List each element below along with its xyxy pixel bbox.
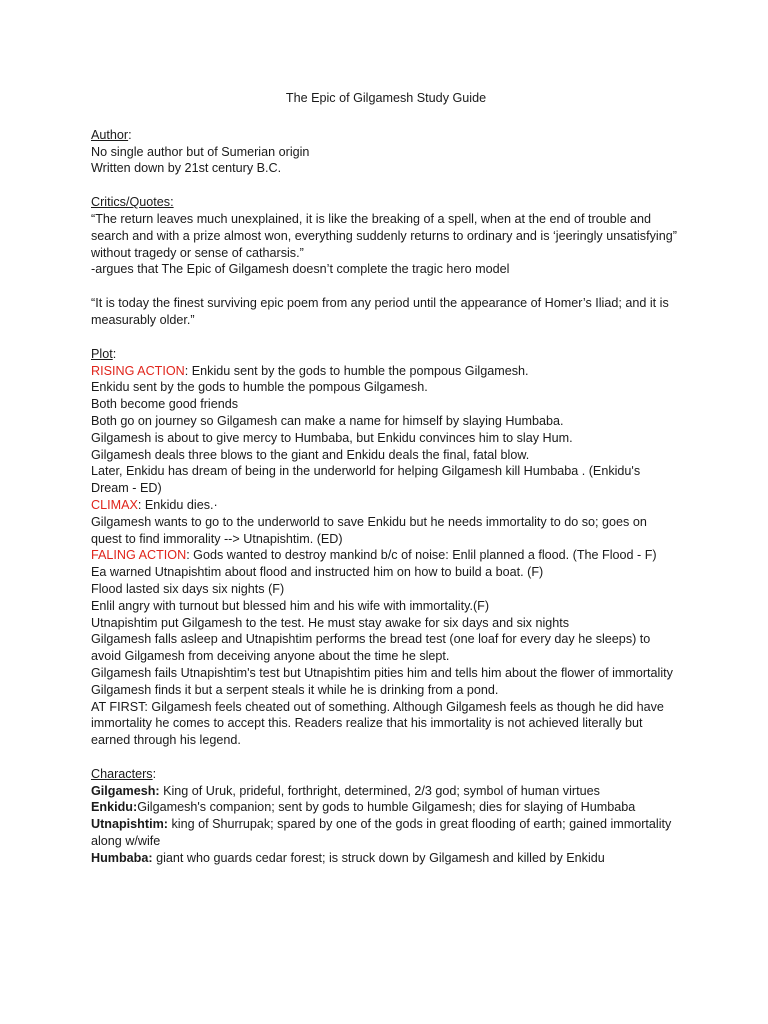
character-desc: giant who guards cedar forest; is struck down by Gilgamesh and killed by Enkidu bbox=[152, 850, 605, 865]
critic-note: -argues that The Epic of Gilgamesh doesn’t complete the tragic hero model bbox=[91, 262, 510, 277]
author-heading: Author bbox=[91, 127, 129, 142]
character-name: Utnapishtim: bbox=[91, 817, 168, 832]
character-entry bbox=[91, 783, 681, 800]
character-name: Gilgamesh: bbox=[91, 783, 160, 798]
critics-heading: Critics/Quotes: bbox=[91, 195, 174, 210]
plot-line: Gilgamesh wants to go to the underworld to save Enkidu but he needs immortality to do so; goes on quest to find immorality --> Utnapishtim. (ED) bbox=[91, 514, 647, 546]
quote-section bbox=[91, 295, 681, 329]
page-title: The Epic of Gilgamesh Study Guide bbox=[285, 91, 487, 105]
plot-line: AT FIRST: Gilgamesh feels cheated out of something. Although Gilgamesh feels as though he did have immortality he comes to accept this. Readers realize that his immortality is not achieved literally but earned through his legend. bbox=[91, 699, 664, 748]
characters-heading-line: Characters: bbox=[91, 766, 157, 781]
critic-quote: “It is today the finest surviving epic poem from any period until the appearance of Homer’s Iliad; and it is measurably older.” bbox=[91, 296, 669, 327]
character-entry bbox=[91, 850, 681, 867]
plot-heading: Plot bbox=[91, 346, 113, 361]
plot-line: Ea warned Utnapishtim about flood and instructed him on how to build a boat. (F) bbox=[91, 565, 544, 580]
plot-line: Later, Enkidu has dream of being in the underworld for helping Gilgamesh kill Humbaba . (Enkidu's Dream - ED) bbox=[91, 464, 641, 496]
plot-line: Gilgamesh finds it but a serpent steals it while he is drinking from a pond. bbox=[91, 682, 499, 697]
plot-line: Gilgamesh is about to give mercy to Humbaba, but Enkidu convinces him to slay Hum. bbox=[91, 430, 573, 445]
plot-line: Utnapishtim put Gilgamesh to the test. He must stay awake for six days and six nights bbox=[91, 615, 570, 630]
character-entry bbox=[91, 816, 681, 850]
rising-action-text: : Enkidu sent by the gods to humble the pompous Gilgamesh. bbox=[184, 363, 529, 378]
character-name: Humbaba: bbox=[91, 850, 153, 865]
plot-line: Enlil angry with turnout but blessed him and his wife with immortality.(F) bbox=[91, 598, 490, 613]
author-line: Written down by 21st century B.C. bbox=[91, 161, 282, 176]
character-name: Enkidu: bbox=[91, 800, 138, 815]
rising-action-line bbox=[91, 363, 681, 380]
climax-line bbox=[91, 497, 681, 514]
character-desc: Gilgamesh's companion; sent by gods to humble Gilgamesh; dies for slaying of Humbaba bbox=[137, 800, 636, 815]
rising-action-label: RISING ACTION bbox=[91, 363, 185, 378]
plot-line: Both become good friends bbox=[91, 397, 239, 412]
critic-quote: “The return leaves much unexplained, it is like the breaking of a spell, when at the end of trouble and search and with a prize almost won, everything suddenly returns to ordinary and is ‘jeeringly unsatisfying” without tragedy or sense of catharsis.” bbox=[91, 211, 677, 260]
document-body bbox=[91, 90, 681, 884]
author-section bbox=[91, 127, 681, 177]
plot-line: Flood lasted six days six nights (F) bbox=[91, 581, 285, 596]
character-desc: King of Uruk, prideful, forthright, determined, 2/3 god; symbol of human virtues bbox=[159, 783, 600, 798]
plot-heading-line: Plot: bbox=[91, 346, 117, 361]
plot-line: Enkidu sent by the gods to humble the pompous Gilgamesh. bbox=[91, 380, 428, 395]
falling-action-text: : Gods wanted to destroy mankind b/c of noise: Enlil planned a flood. (The Flood - F) bbox=[186, 548, 657, 563]
plot-line: Gilgamesh falls asleep and Utnapishtim performs the bread test (one loaf for every day he sleeps) to avoid Gilgamesh from deceiving anyone about the time he slept. bbox=[91, 632, 651, 664]
falling-action-label: FALING ACTION bbox=[91, 548, 187, 563]
falling-action-line bbox=[91, 547, 681, 564]
author-line: No single author but of Sumerian origin bbox=[91, 144, 310, 159]
critics-section bbox=[91, 194, 681, 278]
climax-label: CLIMAX bbox=[91, 497, 138, 512]
plot-line: Both go on journey so Gilgamesh can make a name for himself by slaying Humbaba. bbox=[91, 413, 564, 428]
character-desc: king of Shurrupak; spared by one of the gods in great flooding of earth; gained immortality along w/wife bbox=[91, 817, 672, 849]
character-entry bbox=[91, 799, 681, 816]
plot-section bbox=[91, 346, 681, 749]
climax-text: : Enkidu dies.· bbox=[137, 497, 218, 512]
characters-heading: Characters bbox=[91, 766, 153, 781]
characters-section bbox=[91, 766, 681, 867]
plot-line: Gilgamesh fails Utnapishtim's test but Utnapishtim pities him and tells him about the flower of immortality bbox=[91, 665, 673, 680]
plot-line: Gilgamesh deals three blows to the giant and Enkidu deals the final, fatal blow. bbox=[91, 447, 530, 462]
author-heading-line: Author: bbox=[91, 127, 132, 142]
